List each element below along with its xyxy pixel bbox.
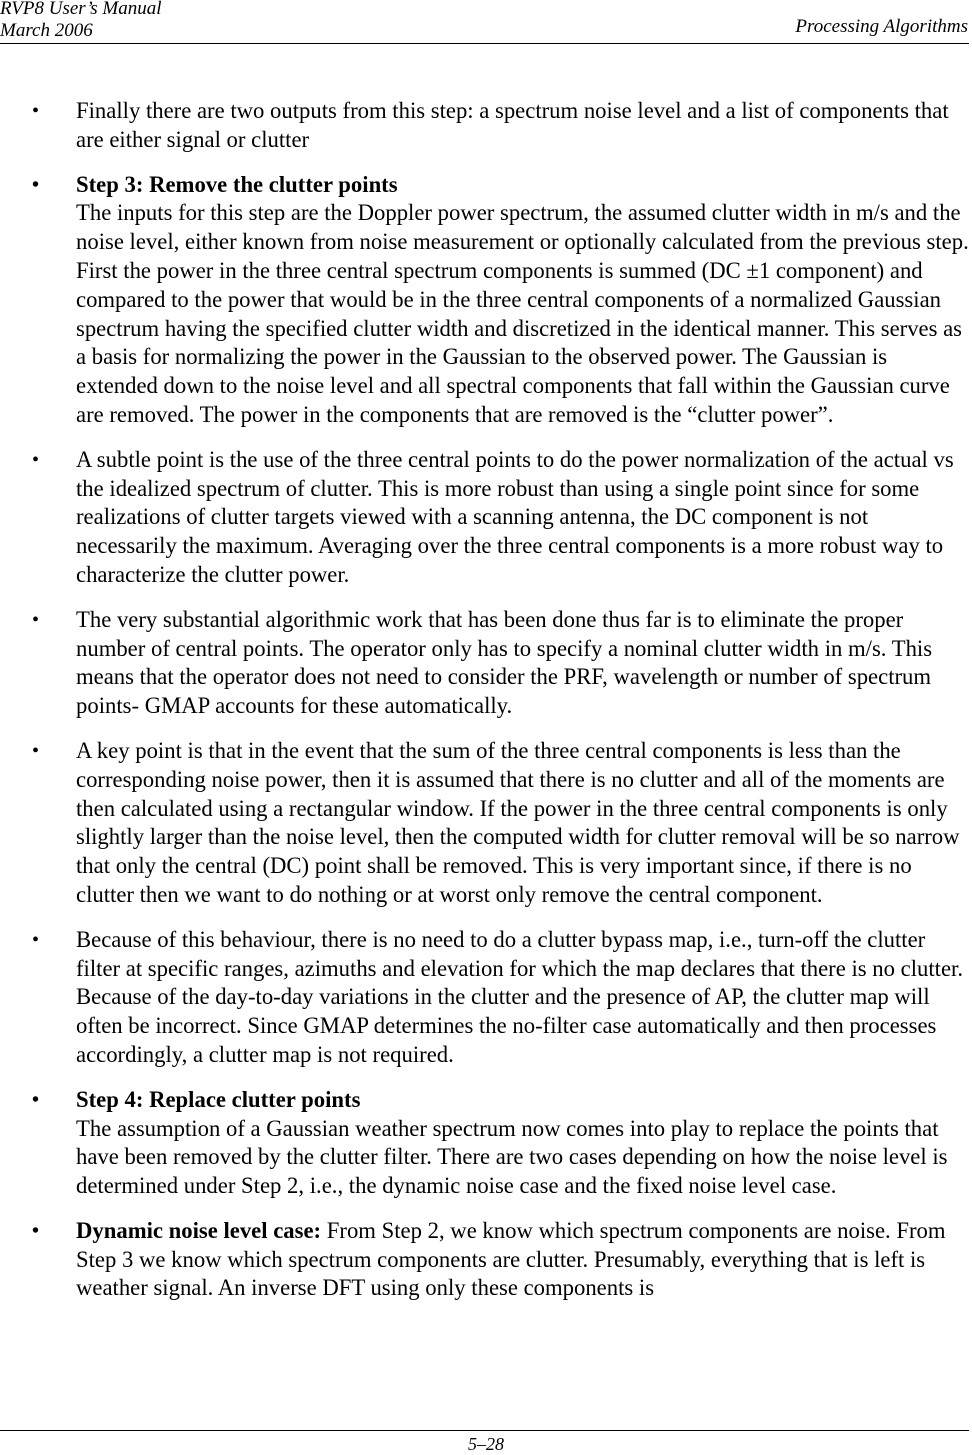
bullet-icon: • [32,100,40,122]
bullet-icon: • [32,1088,40,1111]
bullet-item [0,737,972,910]
bullet-icon: • [32,1219,40,1242]
header-left [0,0,162,42]
bullet-item [0,446,972,590]
bullet-heading: Step 4: Replace clutter points [76,1086,361,1112]
bullet-icon: • [32,928,40,951]
page-header [0,0,972,46]
bullet-icon: • [32,739,40,762]
bullet-item [0,1086,972,1201]
bullet-text: From Step 2, we know which spectrum components are noise. From Step 3 we know which spectrum components are clutter. Presumably, everything that is left is weather signal. An inverse DFT using only these components is [76,1217,946,1301]
bullet-icon: • [32,448,40,471]
manual-title: RVP8 User’s Manual [0,0,162,19]
footer-rule [0,1430,969,1431]
header-rule [0,43,969,44]
bullet-text: The inputs for this step are the Doppler power spectrum, the assumed clutter width in m/s and the noise level, either known from noise measurement or optionally calculated from the previous step. First the power in the three central spectrum components is summed (DC ±1 component) and compared to the power that would be in the three central components of a normalized Gaussian spectrum having the specified clutter width and discretized in the identical manner. This serves as a basis for normalizing the power in the Gaussian to the observed power. The Gaussian is extended down to the noise level and all spectral components that fall within the Gaussian curve are removed. The power in the components that are removed is the “clutter power”. [76,200,969,427]
bullet-text: A key point is that in the event that the sum of the three central components is less than the corresponding noise power, then it is assumed that there is no clutter and all of the moments are then calculated using a rectangular window. If the power in the three central components is only slightly larger than the noise level, then the computed width for clutter removal will be so narrow that only the central (DC) point shall be removed. This is very important since, if there is no clutter then we want to do nothing or at worst only remove the central component. [76,737,960,907]
page-body [0,97,972,1319]
bullet-text: Because of this behaviour, there is no need to do a clutter bypass map, i.e., turn-off the clutter filter at specific ranges, azimuths and elevation for which the map declares that there is no clutter. Because of the day-to-day variations in the clutter and the presence of AP, the clutter map will often be incorrect. Since GMAP determines the no-filter case automatically and then processes accordingly, a clutter map is not required. [76,926,963,1067]
bullet-text: The assumption of a Gaussian weather spectrum now comes into play to replace the points that have been removed by the clutter filter. There are two cases depending on how the noise level is determined under Step 2, i.e., the dynamic noise case and the fixed noise level case. [76,1115,948,1199]
bullet-item [0,1217,972,1303]
section-title: Processing Algorithms [795,16,968,37]
bullet-item [0,171,972,430]
bullet-icon: • [32,173,40,196]
manual-date: March 2006 [0,20,93,41]
bullet-item [0,97,972,155]
bullet-text: The very substantial algorithmic work that has been done thus far is to eliminate the proper number of central points. The operator only has to specify a nominal clutter width in m/s. This means that the operator does not need to consider the PRF, wavelength or number of spectrum points- GMAP accounts for these automatically. [76,606,933,719]
bullet-heading: Step 3: Remove the clutter points [76,171,398,197]
bullet-lead: Dynamic noise level case: [76,1217,322,1243]
page-number: 5–28 [468,1434,504,1454]
bullet-item [0,926,972,1070]
bullet-icon: • [32,608,40,631]
bullet-text: A subtle point is the use of the three central points to do the power normalization of the actual vs the idealized spectrum of clutter. This is more robust than using a single point since for some realizations of clutter targets viewed with a scanning antenna, the DC component is not necessarily the maximum. Averaging over the three central components is a more robust way to characterize the clutter power. [76,446,954,587]
bullet-text: Finally there are two outputs from this step: a spectrum noise level and a list of components that are either signal or clutter [76,98,949,152]
bullet-item [0,606,972,721]
